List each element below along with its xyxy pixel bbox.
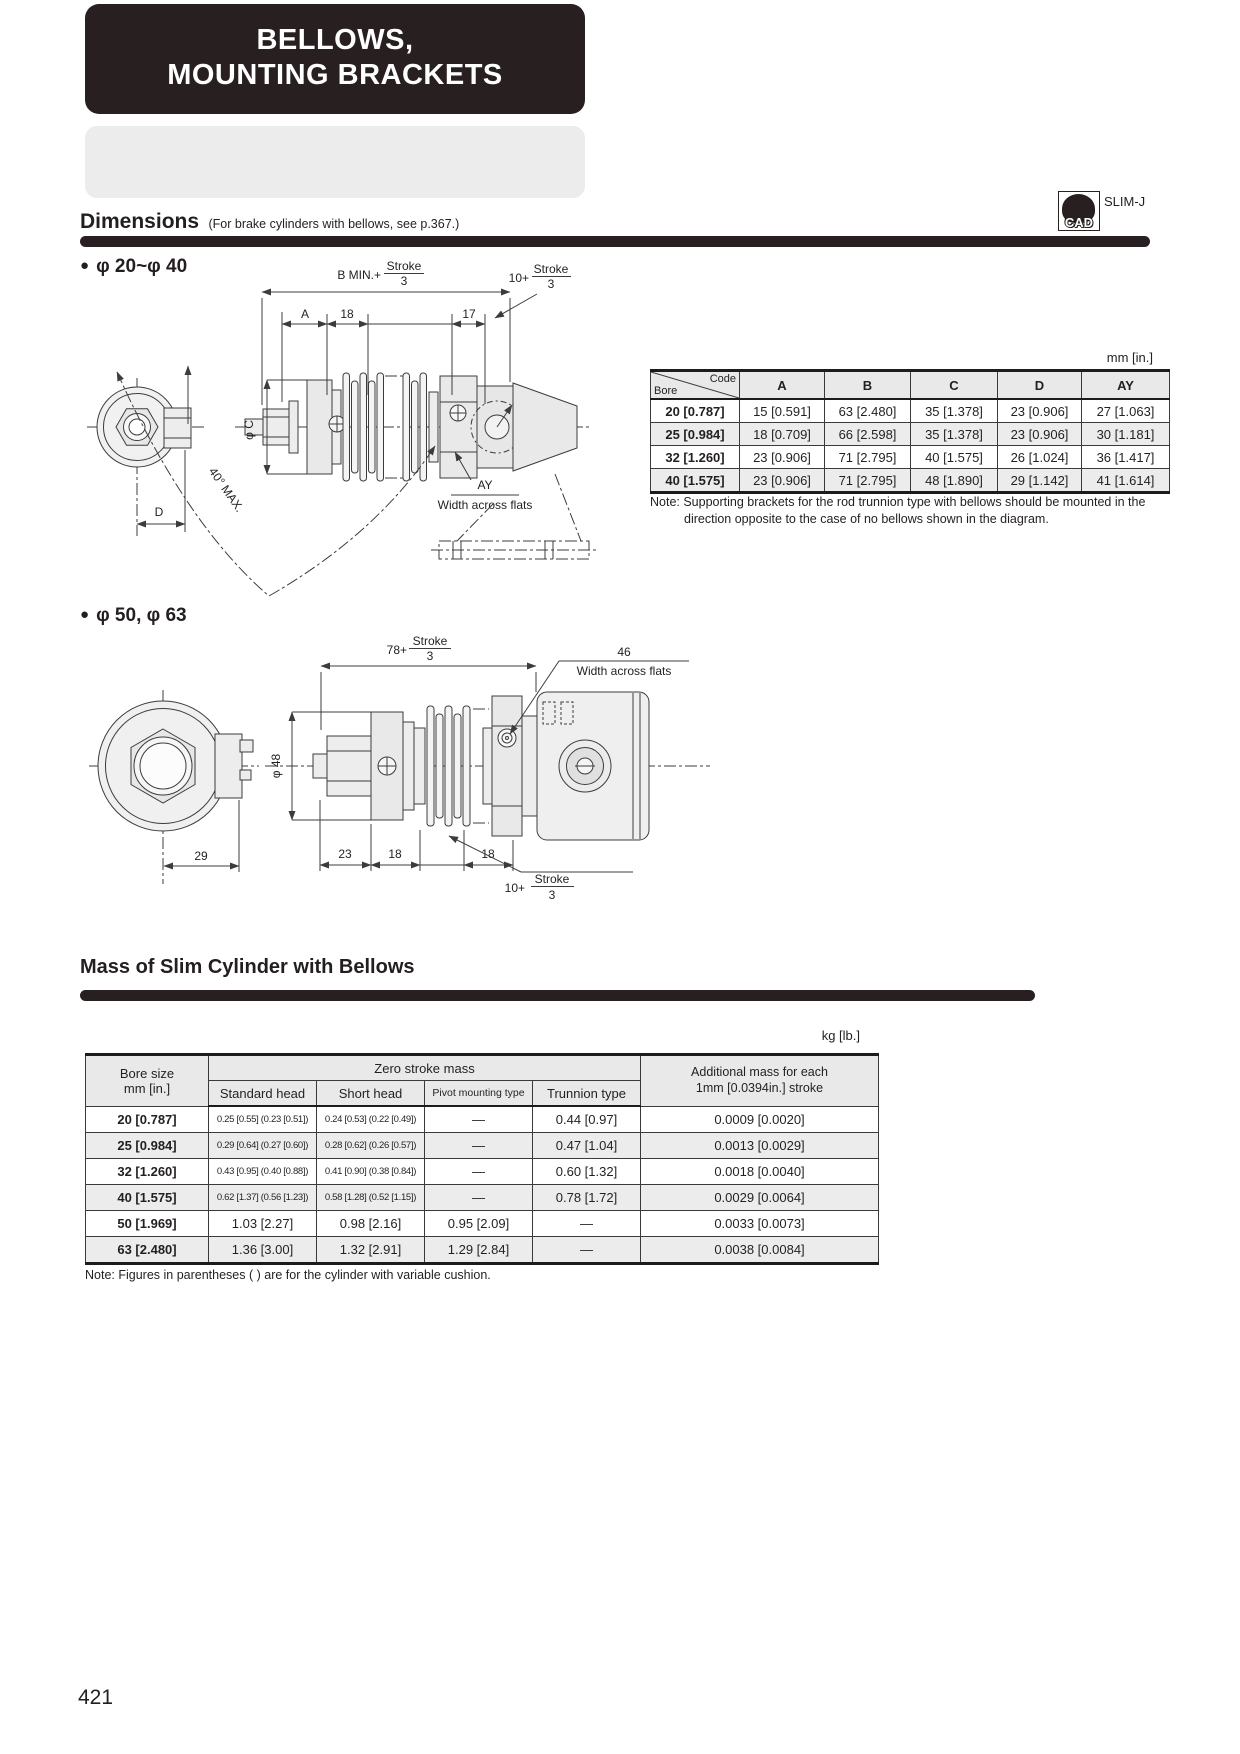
section-bore50-63-label: φ 50, φ 63 (96, 605, 187, 626)
dim-label-bmin: B MIN.+ (337, 268, 381, 282)
dim-label-d: D (154, 505, 164, 519)
dim-label-three2: 3 (547, 277, 555, 291)
dim-label-40max: 40° MAX. (205, 464, 247, 515)
table-cell: 66 [2.598] (825, 423, 911, 446)
mass-cell: 0.0033 [0.0073] (641, 1211, 879, 1237)
table-cell: 26 [1.024] (998, 446, 1082, 469)
mass-cell: 0.62 [1.37] (0.56 [1.23]) (209, 1185, 317, 1211)
table-row (651, 446, 1170, 469)
mass-row (86, 1106, 879, 1133)
bore-cell: 32 [1.260] (651, 446, 740, 469)
table-cell: 15 [0.591] (740, 399, 825, 423)
front-view-bore20-40 (87, 378, 205, 536)
drawing-bore20-40 (85, 252, 705, 617)
mass-cell: — (425, 1133, 533, 1159)
mass-cell: 0.41 [0.90] (0.38 [0.84]) (317, 1159, 425, 1185)
cad-icon-label: CAD (1064, 215, 1094, 230)
col-header-D: D (998, 371, 1082, 400)
bore-cell: 40 [1.575] (651, 469, 740, 493)
dim-label-23: 23 (338, 847, 352, 861)
mass-cell: 0.25 [0.55] (0.23 [0.51]) (209, 1106, 317, 1133)
dim-label-three1: 3 (400, 274, 408, 288)
mass-cell: 1.29 [2.84] (425, 1237, 533, 1264)
table1-units: mm [in.] (1106, 350, 1153, 365)
table-row (651, 399, 1170, 423)
mass-section-heading: Mass of Slim Cylinder with Bellows (80, 956, 415, 978)
mass-cell: — (425, 1106, 533, 1133)
dim-label-stroke2: Stroke (533, 262, 569, 276)
col-header-short-head: Short head (317, 1081, 425, 1107)
model-label: SLIM-J (1104, 194, 1146, 209)
table-cell: 35 [1.378] (911, 423, 998, 446)
additional-mass-line2: 1mm [0.0394in.] stroke (695, 1080, 824, 1095)
mass-cell: 0.58 [1.28] (0.52 [1.15]) (317, 1185, 425, 1211)
mass-header-row1 (86, 1055, 879, 1081)
mass-cell: 1.03 [2.27] (209, 1211, 317, 1237)
table-cell: 71 [2.795] (825, 446, 911, 469)
mass-col-bore-header (86, 1055, 209, 1107)
mass-cell: — (425, 1185, 533, 1211)
dim-label-ay: AY (477, 478, 493, 492)
page-title-line1: BELLOWS, (256, 24, 414, 56)
mass-row (86, 1185, 879, 1211)
page-number: 421 (78, 1686, 114, 1709)
bore-cell: 20 [0.787] (651, 399, 740, 423)
dim-label-three1: 3 (426, 649, 434, 663)
mass-cell: 1.32 [2.91] (317, 1237, 425, 1264)
page-title (85, 4, 585, 114)
table-cell: 41 [1.614] (1082, 469, 1170, 493)
col-header-standard-head: Standard head (209, 1081, 317, 1107)
col-header-B: B (825, 371, 911, 400)
bore-cell: 20 [0.787] (86, 1106, 209, 1133)
drawing-bore50-63 (85, 630, 720, 905)
section-bore20-40-label: φ 20~φ 40 (96, 256, 188, 277)
dimensions-heading: Dimensions (80, 210, 200, 233)
mass-cell: 0.29 [0.64] (0.27 [0.60]) (209, 1133, 317, 1159)
ghost-bracket-outline (431, 474, 597, 559)
mass-cell: 0.44 [0.97] (533, 1106, 641, 1133)
table-cell: 29 [1.142] (998, 469, 1082, 493)
mass-cell: 0.78 [1.72] (533, 1185, 641, 1211)
mass-table (85, 1053, 879, 1265)
corner-code-label: Code (709, 373, 736, 385)
mass-row (86, 1159, 879, 1185)
dim-label-waf1: Width across flats (437, 498, 533, 512)
table-cell: 30 [1.181] (1082, 423, 1170, 446)
dim-label-tenplus1: 10+ (508, 271, 529, 285)
section-bore50-63-heading (80, 605, 187, 627)
table-row (651, 423, 1170, 446)
dim-label-18: 18 (340, 307, 354, 321)
mass-cell: 0.0018 [0.0040] (641, 1159, 879, 1185)
bore-cell: 50 [1.969] (86, 1211, 209, 1237)
dim-label-tenplus2: 10+ (504, 881, 525, 895)
bullet-icon: ● (80, 606, 90, 623)
additional-mass-line1: Additional mass for each (691, 1065, 828, 1080)
mass-cell: 0.24 [0.53] (0.22 [0.49]) (317, 1106, 425, 1133)
mass-cell: 1.36 [3.00] (209, 1237, 317, 1264)
corner-bore-label: Bore (654, 385, 678, 397)
table-cell: 35 [1.378] (911, 399, 998, 423)
col-header-pivot: Pivot mounting type (425, 1081, 533, 1107)
table-cell: 63 [2.480] (825, 399, 911, 423)
table-cell: 18 [0.709] (740, 423, 825, 446)
dim-label-17: 17 (462, 307, 476, 321)
mass-cell: — (533, 1211, 641, 1237)
table-cell: 27 [1.063] (1082, 399, 1170, 423)
front-view-bore50-63 (89, 690, 259, 884)
bullet-icon: ● (80, 257, 90, 274)
mass-section-divider-bar (80, 990, 1035, 1001)
bore-size-label: Bore size (119, 1065, 175, 1081)
cad-icon[interactable] (1058, 191, 1100, 231)
bore-cell: 40 [1.575] (86, 1185, 209, 1211)
dim-label-phi48: φ 48 (269, 753, 283, 779)
mass-cell: 0.60 [1.32] (533, 1159, 641, 1185)
table-cell: 23 [0.906] (740, 446, 825, 469)
bore-cell: 25 [0.984] (651, 423, 740, 446)
bore-cell: 63 [2.480] (86, 1237, 209, 1264)
bore-code-corner-cell (651, 371, 740, 400)
mass-table-units: kg [lb.] (821, 1028, 860, 1043)
table1-note: Note: Supporting brackets for the rod trunnion type with bellows should be mounted in the direction opposite to the case of no bellows shown in the diagram. (650, 495, 1146, 526)
mass-row (86, 1211, 879, 1237)
dimensions-heading-note: (For brake cylinders with bellows, see p.367.) (208, 217, 460, 231)
dim-label-phic: φ C (242, 420, 256, 440)
zero-stroke-mass-header: Zero stroke mass (209, 1055, 641, 1081)
dim-label-a: A (300, 307, 310, 321)
dim-label-stroke1: Stroke (412, 634, 448, 648)
bore-cell: 32 [1.260] (86, 1159, 209, 1185)
table-header-row (651, 371, 1170, 400)
dim-label-29: 29 (194, 849, 208, 863)
table-cell: 71 [2.795] (825, 469, 911, 493)
col-header-trunnion: Trunnion type (533, 1081, 641, 1107)
mass-cell: 0.43 [0.95] (0.40 [0.88]) (209, 1159, 317, 1185)
section-divider-bar (80, 236, 1150, 247)
table-cell: 23 [0.906] (998, 423, 1082, 446)
mass-cell: 0.28 [0.62] (0.26 [0.57]) (317, 1133, 425, 1159)
mass-cell: — (533, 1237, 641, 1264)
mass-table-note: Note: Figures in parentheses ( ) are for the cylinder with variable cushion. (85, 1268, 491, 1282)
dim-label-stroke2: Stroke (534, 872, 570, 886)
table-cell: 36 [1.417] (1082, 446, 1170, 469)
title-subtitle-box (85, 126, 585, 198)
dim-label-18a: 18 (388, 847, 402, 861)
mass-cell: 0.0013 [0.0029] (641, 1133, 879, 1159)
table-cell: 23 [0.906] (740, 469, 825, 493)
mass-row (86, 1237, 879, 1264)
col-header-A: A (740, 371, 825, 400)
mass-cell: 0.0029 [0.0064] (641, 1185, 879, 1211)
dim-label-three2: 3 (548, 888, 556, 902)
table-row (651, 469, 1170, 493)
dim-label-46: 46 (617, 645, 631, 659)
table-cell: 40 [1.575] (911, 446, 998, 469)
table-cell: 23 [0.906] (998, 399, 1082, 423)
mass-cell: 0.95 [2.09] (425, 1211, 533, 1237)
mass-cell: 0.0009 [0.0020] (641, 1106, 879, 1133)
bore-size-units: mm [in.] (123, 1080, 171, 1096)
dim-label-78: 78+ (386, 643, 407, 657)
side-view-bore50-63 (265, 692, 710, 840)
dimension-table (650, 369, 1170, 494)
mass-cell: 0.47 [1.04] (533, 1133, 641, 1159)
mass-cell: 0.0038 [0.0084] (641, 1237, 879, 1264)
dimensions-heading-row (80, 210, 459, 234)
dim-label-18b: 18 (481, 847, 495, 861)
mass-cell: — (425, 1159, 533, 1185)
dim-label-waf2: Width across flats (576, 664, 672, 678)
bore-cell: 25 [0.984] (86, 1133, 209, 1159)
page-title-line2: MOUNTING BRACKETS (167, 59, 503, 91)
side-view-bore20-40 (235, 373, 590, 481)
dim-label-stroke1: Stroke (386, 259, 422, 273)
col-header-C: C (911, 371, 998, 400)
mass-row (86, 1133, 879, 1159)
mass-cell: 0.98 [2.16] (317, 1211, 425, 1237)
additional-mass-header (641, 1055, 879, 1107)
col-header-AY: AY (1082, 371, 1170, 400)
table-cell: 48 [1.890] (911, 469, 998, 493)
